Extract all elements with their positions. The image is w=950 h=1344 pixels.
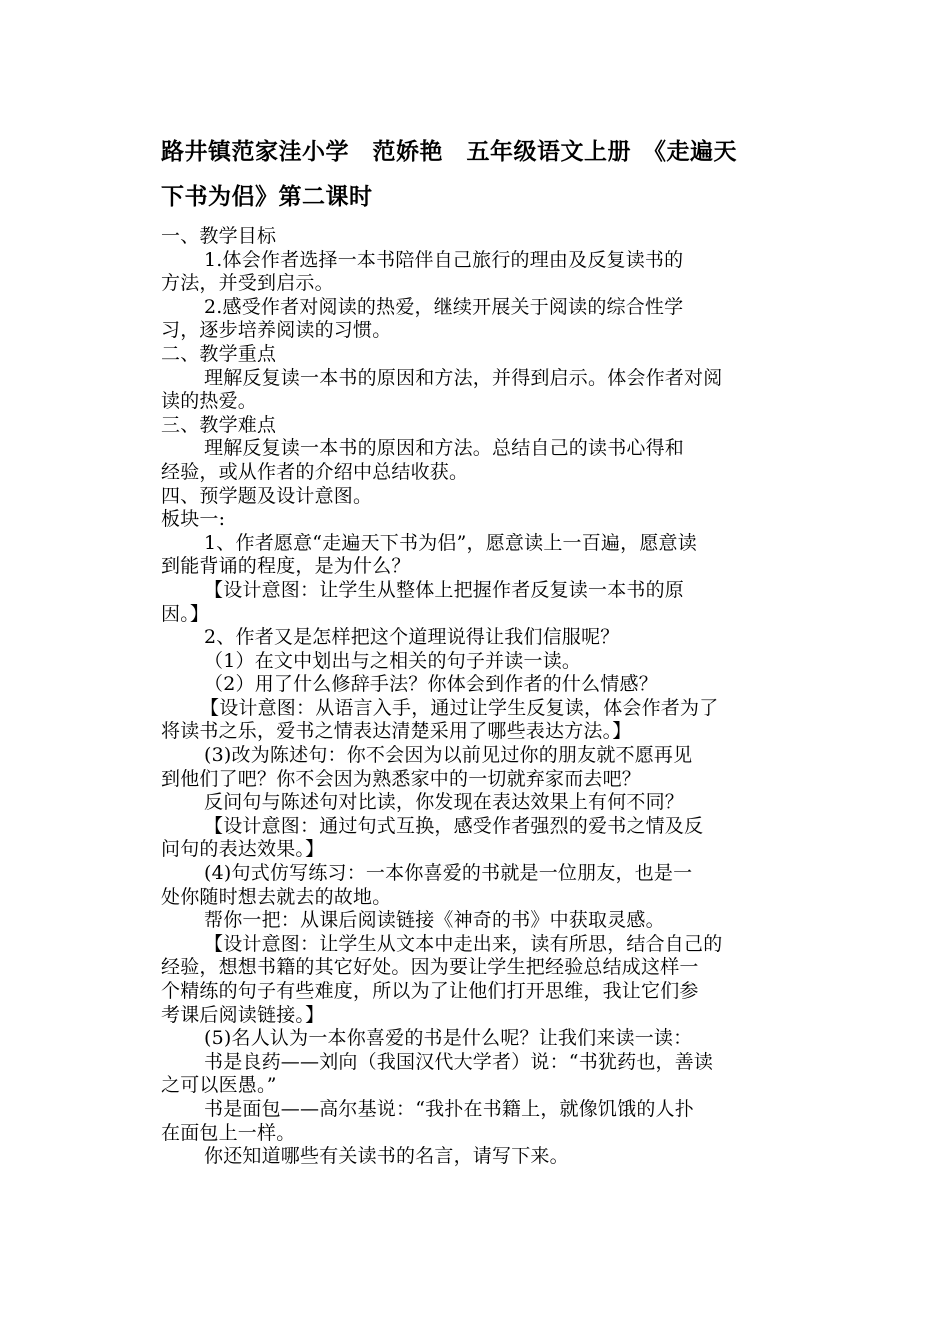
text-line: 处你随时想去就去的故地。 [161, 885, 392, 908]
text-line: 2.感受作者对阅读的热爱，继续开展关于阅读的综合性学 [204, 295, 684, 318]
text-line: 考课后阅读链接。】 [161, 1003, 325, 1026]
title-line-1: 路井镇范家洼小学 范娇艳 五年级语文上册 《走遍天 [161, 139, 737, 165]
text-line: 之可以医愚。” [161, 1074, 277, 1097]
text-line: 你还知道哪些有关读书的名言，请写下来。 [204, 1145, 569, 1168]
text-line: 书是面包——高尔基说：“我扑在书籍上，就像饥饿的人扑 [204, 1097, 694, 1120]
text-line: 经验，想想书籍的其它好处。因为要让学生把经验总结成这样一 [161, 956, 699, 979]
text-line: 因。】 [161, 602, 210, 625]
text-line: 四、预学题及设计意图。 [161, 484, 373, 507]
text-line: 理解反复读一本书的原因和方法。总结自己的读书心得和 [204, 437, 685, 460]
text-line: 个精练的句子有些难度，所以为了让他们打开思维，我让它们参 [161, 980, 699, 1002]
text-line: 理解反复读一本书的原因和方法，并得到启示。体会作者对阅 [204, 366, 723, 389]
text-line: 【设计意图：通过句式互换，感受作者强烈的爱书之情及反 [204, 814, 704, 837]
text-line: （2）用了什么修辞手法？你体会到作者的什么情感？ [204, 673, 658, 696]
text-line: 三、教学难点 [161, 413, 277, 436]
text-line: 一、教学目标 [161, 225, 277, 247]
document-body [161, 130, 781, 1169]
text-line: 帮你一把：从课后阅读链接《神奇的书》中获取灵感。 [204, 909, 665, 932]
text-line: 1、作者愿意“走遍天下书为侣”，愿意读上一百遍，愿意读 [204, 531, 697, 554]
text-line: (4)句式仿写练习：一本你喜爱的书就是一位朋友，也是一 [204, 862, 693, 885]
text-line: 1.体会作者选择一本书陪伴自己旅行的理由及反复读书的 [204, 248, 684, 271]
text-line: 习，逐步培养阅读的习惯。 [161, 319, 392, 342]
document-title [161, 130, 781, 220]
text-line: 反问句与陈述句对比读，你发现在表达效果上有何不同？ [204, 791, 685, 814]
text-line: 到他们了吧？你不会因为熟悉家中的一切就弃家而去吧？ [161, 767, 642, 790]
text-line: 将读书之乐，爱书之情表达清楚采用了哪些表达方法。】 [161, 720, 632, 743]
title-line-2: 下书为侣》第二课时 [161, 184, 373, 210]
lesson-plan-text [161, 225, 781, 1169]
text-line: 板块一: [161, 508, 226, 531]
text-line: 经验，或从作者的介绍中总结收获。 [161, 460, 469, 483]
text-line: （1）在文中划出与之相关的句子并读一读。 [204, 649, 582, 672]
text-line: 在面包上一样。 [161, 1121, 296, 1144]
text-line: 【设计意图：从语言入手，通过让学生反复读，体会作者为了 [200, 696, 719, 719]
text-line: 二、教学重点 [161, 342, 277, 365]
text-line: 【设计意图：让学生从文本中走出来，读有所思，结合自己的 [204, 932, 723, 955]
text-line: 方法，并受到启示。 [161, 272, 334, 295]
text-line: (3)改为陈述句：你不会因为以前见过你的朋友就不愿再见 [204, 744, 693, 767]
text-line: 书是良药——刘向（我国汉代大学者）说：“书犹药也，善读 [204, 1050, 714, 1073]
text-line: 【设计意图：让学生从整体上把握作者反复读一本书的原 [204, 578, 685, 601]
text-line: 读的热爱。 [161, 390, 258, 413]
text-line: (5)名人认为一本你喜爱的书是什么呢？让我们来读一读： [204, 1027, 693, 1050]
text-line: 2、作者又是怎样把这个道理说得让我们信服呢？ [204, 626, 620, 649]
text-line: 到能背诵的程度，是为什么？ [161, 555, 411, 578]
text-line: 问句的表达效果。】 [161, 838, 325, 861]
